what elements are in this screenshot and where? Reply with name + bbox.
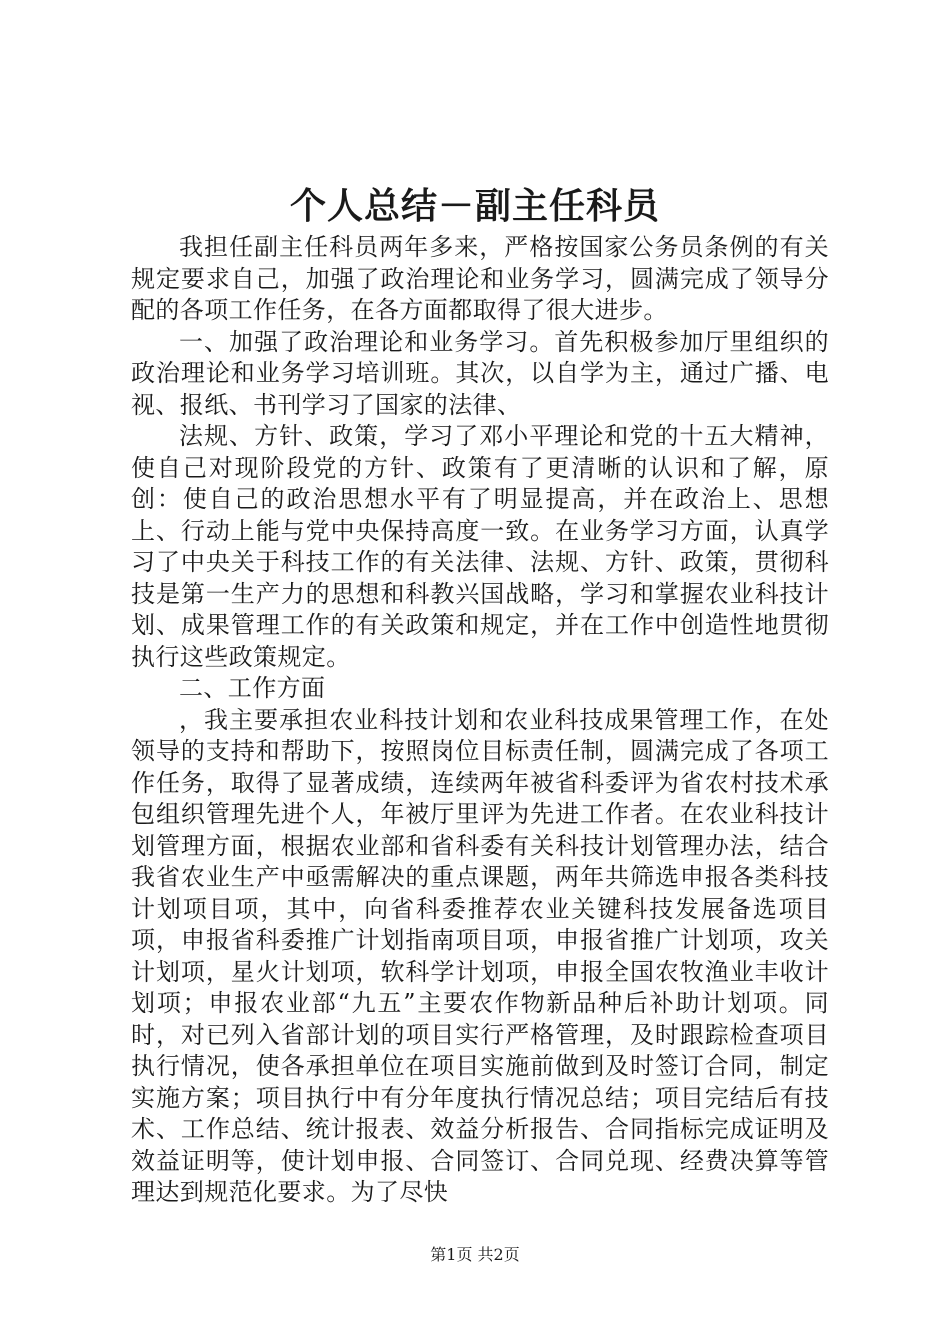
document-body bbox=[131, 232, 829, 1209]
paragraph-section-one: 一、加强了政治理论和业务学习。首先积极参加厅里组织的政治理论和业务学习培训班。其次，以自学为主，通过广播、电视、报纸、书刊学习了国家的法律、 bbox=[131, 327, 829, 419]
page-number: 第1页 共2页 bbox=[430, 1245, 520, 1264]
paragraph-section-two-heading: 二、工作方面 bbox=[179, 674, 326, 702]
paragraph-section-one-continued: 法规、方针、政策，学习了邓小平理论和党的十五大精神，使自己对现阶段党的方针、政策有了更清晰的认识和了解，原创：使自己的政治思想水平有了明显提高，并在政治上、思想上、行动上能与党中央保持高度一致。在业务学习方面，认真学习了中央关于科技工作的有关法律、法规、方针、政策，贯彻科技是第一生产力的思想和科教兴国战略，学习和掌握农业科技计划、成果管理工作的有关政策和规定，并在工作中创造性地贯彻执行这些政策规定。 bbox=[131, 422, 829, 671]
paragraph-section-two-body: ，我主要承担农业科技计划和农业科技成果管理工作，在处领导的支持和帮助下，按照岗位目标责任制，圆满完成了各项工作任务，取得了显著成绩，连续两年被省科委评为省农村技术承包组织管理先进个人，年被厅里评为先进工作者。在农业科技计划管理方面，根据农业部和省科委有关科技计划管理办法，结合我省农业生产中亟需解决的重点课题，两年共筛选申报各类科技计划项目项，其中，向省科委推荐农业关键科技发展备选项目项，申报省科委推广计划指南项目项，申报省推广计划项，攻关计划项，星火计划项，软科学计划项，申报全国农牧渔业丰收计划项；申报农业部“九五”主要农作物新品种后补助计划项。同时，对已列入省部计划的项目实行严格管理，及时跟踪检查项目执行情况，使各承担单位在项目实施前做到及时签订合同，制定实施方案；项目执行中有分年度执行情况总结；项目完结后有技术、工作总结、统计报表、效益分析报告、合同指标完成证明及效益证明等，使计划申报、合同签订、合同兑现、经费决算等管理达到规范化要求。为了尽快 bbox=[131, 705, 829, 1206]
document-title: 个人总结－副主任科员 bbox=[289, 186, 660, 227]
paragraph-intro: 我担任副主任科员两年多来，严格按国家公务员条例的有关规定要求自己，加强了政治理论和业务学习，圆满完成了领导分配的各项工作任务，在各方面都取得了很大进步。 bbox=[131, 233, 829, 324]
